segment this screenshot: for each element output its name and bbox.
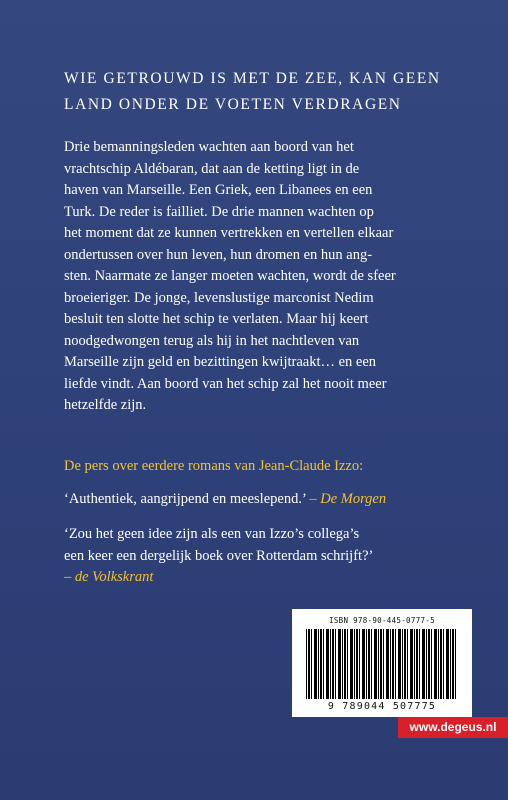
blurb-line: sten. Naarmate ze langer moeten wachten, wordt de sfeer [64, 268, 396, 284]
press-heading: De pers over eerdere romans van Jean-Claude Izzo: [64, 458, 364, 474]
blurb-line: Turk. De reder is failliet. De drie mannen wachten op [64, 203, 374, 220]
blurb [64, 137, 470, 417]
blurb-line: broeieriger. De jonge, levenslustige marconist Nedim [64, 289, 374, 306]
publisher-url: www.degeus.nl [409, 720, 497, 734]
quote-text-line: ‘Zou het geen idee zijn als een van Izzo’s collega’s [64, 526, 360, 542]
headline [64, 66, 484, 118]
blurb-line: haven van Marseille. Een Griek, een Libanees en een [64, 182, 373, 198]
blurb-line: ondertussen over hun leven, hun dromen en hun ang- [64, 246, 373, 263]
barcode [292, 609, 472, 717]
blurb-line: Drie bemanningsleden wachten aan boord van het [64, 139, 354, 155]
headline-line-1: WIE GETROUWD IS MET DE ZEE, KAN GEEN [64, 70, 441, 87]
blurb-line: noodgedwongen terug als hij in het nachtleven van [64, 332, 360, 349]
blurb-line: Marseille zijn geld en bezittingen kwijtraakt… en een [64, 354, 377, 370]
press-quote-2 [64, 524, 484, 589]
blurb-line: liefde vindt. Aan boord van het schip zal het nooit meer [64, 375, 387, 392]
headline-line-2: LAND ONDER DE VOETEN VERDRAGEN [64, 96, 402, 113]
quote-source: – De Morgen [309, 491, 387, 507]
press-quote-1 [64, 489, 484, 511]
quote-text: ‘Authentiek, aangrijpend en meeslepend.’ [64, 491, 306, 507]
blurb-line: vrachtschip Aldébaran, dat aan de ketting ligt in de [64, 160, 360, 177]
barcode-bars [306, 629, 458, 699]
blurb-line: besluit ten slotte het schip te verlaten. Maar hij keert [64, 311, 369, 327]
ean-digits: 9 789044 507775 [292, 701, 472, 712]
isbn-label: ISBN 978-90-445-0777-5 [329, 616, 435, 625]
quote-text-line: een keer een dergelijk boek over Rotterdam schrijft?’ [64, 547, 374, 564]
blurb-line: het moment dat ze kunnen vertrekken en vertellen elkaar [64, 225, 394, 241]
blurb-line: hetzelfde zijn. [64, 397, 147, 413]
quote-source: – de Volkskrant [64, 569, 154, 585]
publisher-url-badge [398, 717, 508, 738]
